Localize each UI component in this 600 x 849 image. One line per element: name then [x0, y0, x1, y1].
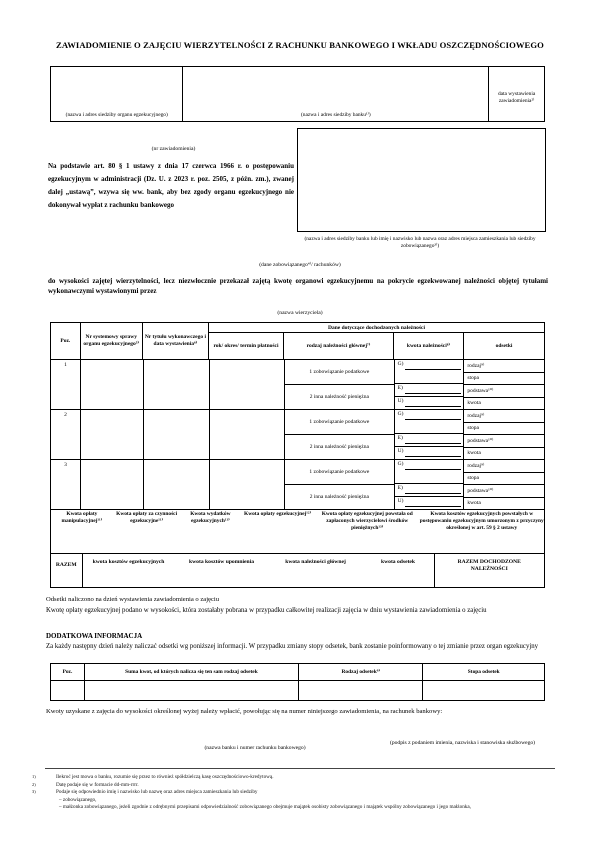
bank-account-caption: (nazwa banku i numer rachunku bankowego) [204, 745, 306, 751]
write-line [405, 448, 461, 457]
interest-base-label: podstawa¹⁰⁾ [464, 485, 544, 498]
interest-poz-field [51, 681, 85, 700]
amount-e-label: E) [397, 385, 403, 391]
interest-amount-label: kwota [467, 400, 481, 407]
interest-rate-label: stopa [464, 423, 544, 436]
amount-u-label: U) [397, 498, 404, 504]
header-claim-amount: kwota należności⁸⁾ [394, 333, 464, 359]
interest-kind-field [299, 681, 424, 700]
amount-e-label: E) [397, 435, 403, 441]
continuation-paragraph: do wysokości zajętej wierzytelności, lecz niezwłocznie przekazał zajętą kwotę organowi egzekucyjnemu na pokrycie egzekwowanej należności objętej tytułami wykonawczymi wystawionymi przez [48, 277, 548, 295]
fee-paid-creditor: Kwota opłaty egzekucyjnej powstała od zapłaconych wierzycielowi środków pieniężnych¹³⁾ [321, 511, 413, 531]
title-number-field [144, 360, 211, 409]
title-number-field [144, 460, 211, 509]
header-claims-group [209, 323, 544, 359]
interest-header-kind: Rodzaj odsetek⁹⁾ [299, 664, 424, 680]
header-title-number: Nr tytułu wykonawczego i data wystawienia⁶⁾ [143, 323, 209, 359]
amount-u-label: U) [397, 398, 404, 404]
interest-header-rate: Stopa odsetek [467, 669, 500, 675]
issue-date-caption: data wystawienia zawiadomienia²⁾ [497, 91, 536, 104]
footnote-1: 1) Ilekroć jest mowa o banku, rozumie się przez to również spółdzielczą kasę oszczędnościowo-kredytową. [32, 774, 274, 780]
system-number-field [81, 410, 144, 459]
interest-kind-label: rodzaj⁹⁾ [464, 410, 544, 423]
claim-type-tax: 1 zobowiązanie podatkowe [285, 410, 394, 435]
claim-type-tax: 1 zobowiązanie podatkowe [285, 360, 394, 385]
header-system-number: Nr systemowy sprawy organu egzekucyjnego⁵⁾ [81, 323, 143, 359]
notification-number-caption: (nr zawiadomienia) [151, 146, 196, 152]
write-line [405, 485, 462, 494]
totals-row [50, 554, 545, 588]
interest-calculation-note: Odsetki naliczono na dzień wystawienia zawiadomienia o zajęciu [46, 596, 220, 603]
claims-row-1 [51, 359, 544, 409]
interest-amount-label: kwota [467, 500, 481, 507]
year-term-field [210, 410, 285, 459]
total-reminder-costs: kwota kosztów upomnienia [189, 559, 254, 565]
debtor-data-caption: (dane zobowiązanego⁴⁾/ rachunków) [259, 262, 341, 268]
interest-info-table [50, 663, 545, 701]
header-claims-span: Dane dotyczące dochodzonych należności [209, 323, 544, 333]
payment-instruction: Kwoty uzyskane z zajęcia do wysokości określonej wyżej należy wpłacić, powołując się na numer niniejszego zawiadomienia, na rachunek bankowy: [46, 708, 443, 715]
row-position: 2 [64, 412, 67, 418]
interest-rate-label: stopa [464, 473, 544, 486]
total-interest: kwota odsetek [381, 559, 416, 565]
grand-total-label: RAZEM DOCHODZONE NALEŻNOŚCI [434, 554, 544, 587]
footnote-divider [45, 768, 555, 769]
interest-base-label: podstawa¹⁰⁾ [464, 435, 544, 448]
interest-kind-label: rodzaj⁹⁾ [464, 460, 544, 473]
claim-type-tax: 1 zobowiązanie podatkowe [285, 460, 394, 485]
fee-enforcement: Kwota opłaty egzekucyjnej¹²⁾ [244, 511, 312, 517]
total-enforcement-costs: kwota kosztów egzekucyjnych [92, 559, 165, 565]
header-poz: Poz. [51, 323, 81, 359]
additional-info-title: DODATKOWA INFORMACJA [46, 632, 143, 640]
interest-sum-field [85, 681, 299, 700]
year-term-field [210, 360, 285, 409]
claim-type-other: 2 inna należność pieniężna [309, 394, 369, 400]
fee-expenses: Kwota wydatków egzekucyjnych¹¹⁾ [190, 511, 231, 524]
write-line [405, 361, 461, 370]
fee-discontinued-proceedings: Kwota kosztów egzekucyjnych powstałych w postępowaniu egzekucyjnym umorzonym z przyczyny określonej w art. 59 § 2 ustawy [419, 511, 544, 531]
row-position: 3 [64, 462, 67, 468]
bank-address-box [183, 67, 489, 121]
interest-rate-label: stopa [464, 373, 544, 386]
write-line [405, 461, 461, 470]
issuing-authority-caption: (nazwa i adres siedziby organu egzekucyjnego) [65, 112, 168, 118]
footnote-1-marker: 1) [32, 774, 36, 779]
claim-type-other: 2 inna należność pieniężna [309, 444, 369, 450]
footnote-3-marker: 3) [32, 789, 36, 794]
interest-kind-label: rodzaj⁹⁾ [464, 360, 544, 373]
footnote-3-item-1: – zobowiązanego, [59, 796, 97, 803]
interest-rate-field [423, 681, 544, 700]
interest-empty-row [51, 681, 544, 700]
write-line [405, 411, 461, 420]
title-number-field [144, 410, 211, 459]
fee-handling: Kwota opłaty manipulacyjnej¹¹⁾ [61, 511, 103, 524]
interest-header-poz: Poz. [51, 664, 85, 680]
system-number-field [81, 460, 144, 509]
write-line [405, 498, 461, 507]
write-line [405, 385, 462, 394]
claims-table-header [51, 323, 544, 359]
claims-row-2 [51, 409, 544, 459]
fee-enforcement-activities: Kwota opłaty za czynności egzekucyjne¹¹⁾ [116, 511, 178, 524]
amount-e-label: E) [397, 485, 403, 491]
additional-info-text: Za każdy następny dzień należy naliczać odsetki wg poniższej informacji. W przypadku zmiany stopy odsetek, bank zostanie poinformowany o tej zmianie przez organ egzekucyjny [46, 643, 539, 650]
amount-g-label: G) [397, 411, 404, 417]
footnote-3: 3) Podaje się odpowiednio imię i nazwisko lub nazwę oraz adres miejsca zamieszkania lub siedziby [32, 789, 258, 795]
footnote-2: 2) Datę podaje się w formacie dd-mm-rrrr. [32, 781, 139, 788]
year-term-field [210, 460, 285, 509]
amount-u-label: U) [397, 448, 404, 454]
claims-table [50, 322, 545, 510]
footnote-3-item-2: – małżonka zobowiązanego, jeżeli zgodnie z odrębnymi przepisami odpowiedzialność zobowiązanego obejmuje majątek osobisty zobowiązanego i majątek wspólny zobowiązanego i jego małżonka, [59, 804, 471, 810]
system-number-field [81, 360, 144, 409]
signature-caption: (podpis z podaniem imienia, nazwiska i stanowiska służbowego) [389, 740, 536, 746]
footnotes [30, 774, 575, 812]
creditor-name-caption: (nazwa wierzyciela) [277, 310, 323, 316]
interest-header-sum: Suma kwot, od których nalicza się ten sam rodzaj odsetek [85, 664, 299, 680]
debtor-address-box [297, 128, 546, 232]
claim-type-other: 2 inna należność pieniężna [309, 494, 369, 500]
fees-section [50, 508, 545, 554]
row-position: 1 [64, 362, 67, 368]
interest-amount-label: kwota [467, 450, 481, 457]
form-title: ZAWIADOMIENIE O ZAJĘCIU WIERZYTELNOŚCI Z RACHUNKU BANKOWEGO I WKŁADU OSZCZĘDNOŚCIOWEGO [56, 40, 544, 50]
header-identification-table [50, 66, 545, 122]
debtor-address-caption: (nazwa i adres siedziby banku lub imię i nazwisko lub nazwa oraz adres miejsca zamieszkania lub siedziby zobowiązanego³⁾) [304, 236, 536, 249]
write-line [405, 398, 461, 407]
legal-basis-paragraph: Na podstawie art. 80 § 1 ustawy z dnia 17 czerwca 1966 r. o postępowaniu egzekucyjnym w administracji (Dz. U. z 2023 r. poz. 2505, z późn. zm.), zwanej dalej „ustawą”, wzywa się ww. bank, aby bez zgody organu egzekucyjnego nie dokonywał wypłat z rachunku bankowego [48, 162, 294, 209]
header-interest: odsetki [495, 342, 513, 349]
issue-date-box [489, 67, 544, 121]
razem-label: RAZEM [51, 554, 83, 587]
write-line [405, 435, 462, 444]
bank-address-caption: (nazwa i adres siedziby banku¹⁾) [300, 112, 371, 118]
footnote-2-marker: 2) [32, 781, 36, 787]
interest-base-label: podstawa¹⁰⁾ [464, 385, 544, 398]
issuing-authority-box [51, 67, 183, 121]
total-principal: kwota należności głównej [285, 559, 346, 565]
amount-g-label: G) [397, 461, 404, 467]
claims-row-3 [51, 459, 544, 509]
header-claim-type: rodzaj należności głównej⁷⁾ [284, 333, 394, 359]
header-year-term: rok/ okres/ termin płatności [209, 333, 284, 359]
fee-amount-note: Kwotę opłaty egzekucyjnej podano w wysokości, która zostałaby pobrana w przypadku całkowitej realizacji zajęcia w dniu wystawienia zawiadomienia o zajęciu [46, 607, 487, 614]
amount-g-label: G) [397, 361, 404, 367]
